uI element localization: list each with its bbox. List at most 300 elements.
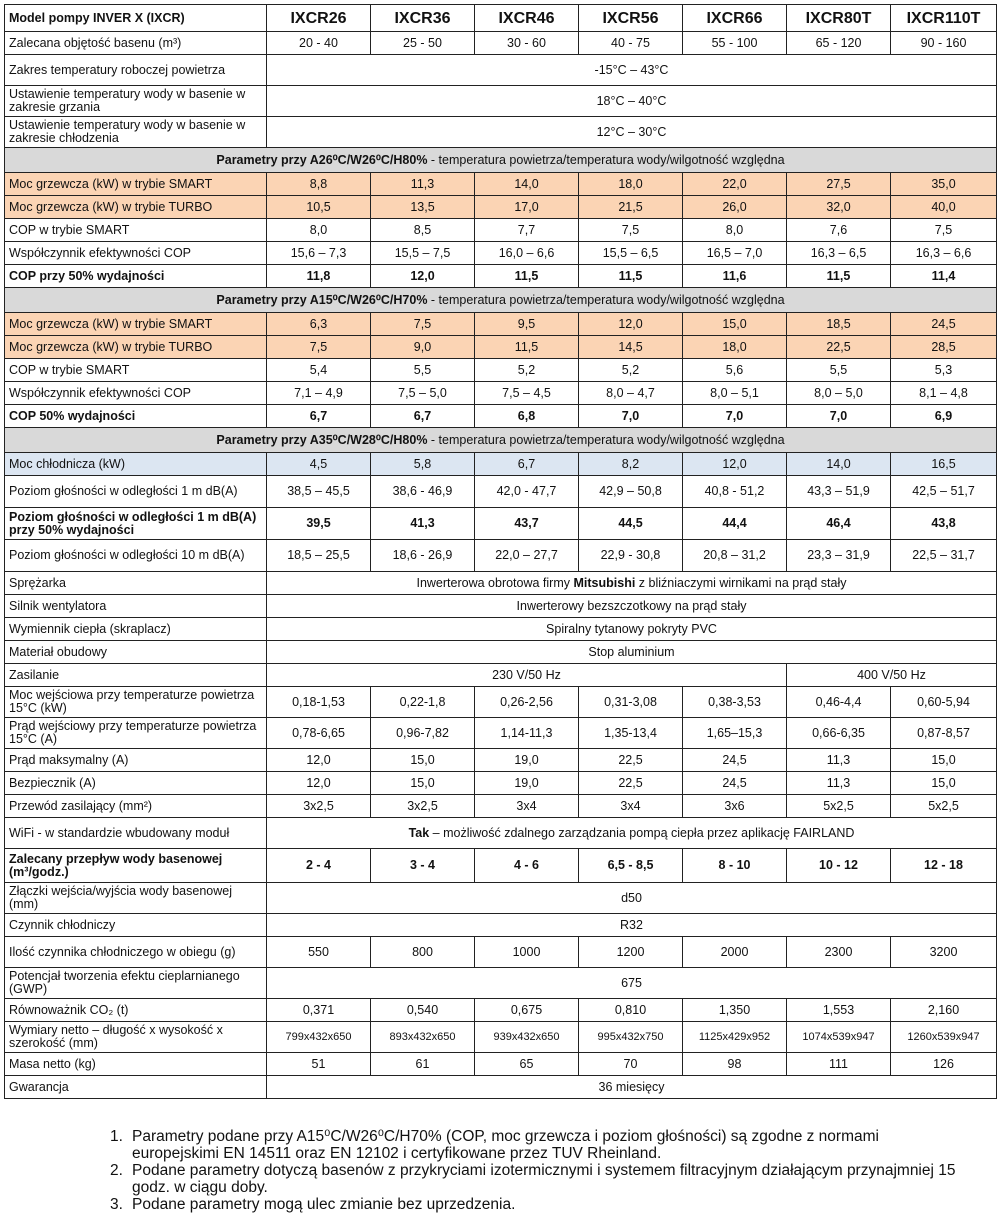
merged-value-cell: Stop aluminium <box>267 641 997 664</box>
row-label: Materiał obudowy <box>5 641 267 664</box>
value-cell: 2,160 <box>891 999 997 1022</box>
value-cell: 800 <box>371 937 475 968</box>
value-cell: 3x4 <box>475 795 579 818</box>
value-cell: 18,5 <box>787 313 891 336</box>
wifi-text: – możliwość zdalnego zarządzania pompą ciepła przez aplikację FAIRLAND <box>429 825 855 840</box>
value-cell: 7,5 – 4,5 <box>475 382 579 405</box>
section-title-rest: - temperatura powietrza/temperatura wody/wilgotność względna <box>427 432 785 447</box>
value-cell: 17,0 <box>475 196 579 219</box>
row-label: Poziom głośności w odległości 10 m dB(A) <box>5 540 267 572</box>
value-cell: 38,6 - 46,9 <box>371 476 475 508</box>
value-cell: 1200 <box>579 937 683 968</box>
row-label: Bezpiecznik (A) <box>5 772 267 795</box>
value-cell: 15,5 – 7,5 <box>371 242 475 265</box>
value-cell: 5,6 <box>683 359 787 382</box>
merged-value-cell: Spiralny tytanowy pokryty PVC <box>267 618 997 641</box>
value-cell: 0,31-3,08 <box>579 687 683 718</box>
value-cell: 44,5 <box>579 508 683 540</box>
row-label: Silnik wentylatora <box>5 595 267 618</box>
row-label: COP w trybie SMART <box>5 219 267 242</box>
value-cell: 19,0 <box>475 772 579 795</box>
row-label: Poziom głośności w odległości 1 m dB(A) <box>5 476 267 508</box>
value-cell: 18,5 – 25,5 <box>267 540 371 572</box>
value-cell: 11,5 <box>475 336 579 359</box>
row-label: Moc grzewcza (kW) w trybie TURBO <box>5 196 267 219</box>
value-cell: 19,0 <box>475 749 579 772</box>
value-cell: 46,4 <box>787 508 891 540</box>
value-cell: 6,7 <box>267 405 371 428</box>
row-label: Zalecana objętość basenu (m³) <box>5 32 267 55</box>
value-cell: 1,553 <box>787 999 891 1022</box>
value-cell: 4,5 <box>267 453 371 476</box>
value-cell: 0,26-2,56 <box>475 687 579 718</box>
row-label: Moc grzewcza (kW) w trybie SMART <box>5 313 267 336</box>
value-cell: 6,7 <box>475 453 579 476</box>
value-cell: 6,7 <box>371 405 475 428</box>
value-cell: 5,4 <box>267 359 371 382</box>
value-cell: 38,5 – 45,5 <box>267 476 371 508</box>
value-cell: 21,5 <box>579 196 683 219</box>
table-row <box>5 55 997 86</box>
section-title-rest: - temperatura powietrza/temperatura wody/wilgotność względna <box>427 152 785 167</box>
value-cell: 3x2,5 <box>371 795 475 818</box>
spec-table-body <box>5 5 997 1099</box>
value-cell: 0,371 <box>267 999 371 1022</box>
value-cell: 8,0 – 5,0 <box>787 382 891 405</box>
value-cell: 5,2 <box>579 359 683 382</box>
value-cell: 7,5 <box>891 219 997 242</box>
value-cell: 1,35-13,4 <box>579 718 683 749</box>
table-row <box>5 641 997 664</box>
merged-value-cell: R32 <box>267 914 997 937</box>
value-cell: 2 - 4 <box>267 849 371 883</box>
table-row <box>5 795 997 818</box>
compressor-text: Inwerterowa obrotowa firmy <box>416 575 574 590</box>
value-cell: 28,5 <box>891 336 997 359</box>
merged-value-cell <box>267 572 997 595</box>
value-cell: 14,5 <box>579 336 683 359</box>
merged-value-cell: d50 <box>267 883 997 914</box>
value-cell: 9,5 <box>475 313 579 336</box>
footnote-number: 2. <box>110 1162 123 1179</box>
value-cell: 24,5 <box>683 772 787 795</box>
table-row <box>5 219 997 242</box>
value-cell: 1260x539x947 <box>891 1022 997 1053</box>
value-cell: 11,3 <box>371 173 475 196</box>
table-row <box>5 772 997 795</box>
value-cell: 43,7 <box>475 508 579 540</box>
row-label: Model pompy INVER X (IXCR) <box>5 5 267 32</box>
row-label: Moc wejściowa przy temperaturze powietrza 15°C (kW) <box>5 687 267 718</box>
merged-value-cell <box>267 818 997 849</box>
value-cell: 22,5 <box>579 749 683 772</box>
merged-value-cell: 230 V/50 Hz <box>267 664 787 687</box>
value-cell: 11,5 <box>579 265 683 288</box>
value-cell: 7,0 <box>683 405 787 428</box>
value-cell: 65 <box>475 1053 579 1076</box>
value-cell: 1125x429x952 <box>683 1022 787 1053</box>
table-row <box>5 117 997 148</box>
value-cell: 24,5 <box>891 313 997 336</box>
value-cell: 20,8 – 31,2 <box>683 540 787 572</box>
value-cell: 0,810 <box>579 999 683 1022</box>
value-cell: 14,0 <box>475 173 579 196</box>
row-label: Ustawienie temperatury wody w basenie w zakresie grzania <box>5 86 267 117</box>
value-cell: 550 <box>267 937 371 968</box>
value-cell: 18,0 <box>579 173 683 196</box>
value-cell: 16,3 – 6,5 <box>787 242 891 265</box>
row-label: COP przy 50% wydajności <box>5 265 267 288</box>
value-cell: 5x2,5 <box>891 795 997 818</box>
footnote <box>110 1128 960 1162</box>
value-cell: 7,0 <box>579 405 683 428</box>
table-row <box>5 173 997 196</box>
row-label: Zalecany przepływ wody basenowej (m³/godz.) <box>5 849 267 883</box>
table-row <box>5 540 997 572</box>
value-cell: 995x432x750 <box>579 1022 683 1053</box>
value-cell: 8,0 <box>267 219 371 242</box>
value-cell: 22,5 <box>787 336 891 359</box>
value-cell: 90 - 160 <box>891 32 997 55</box>
value-cell: 9,0 <box>371 336 475 359</box>
value-cell: 14,0 <box>787 453 891 476</box>
section-title-rest: - temperatura powietrza/temperatura wody/wilgotność względna <box>427 292 785 307</box>
value-cell: 7,5 <box>267 336 371 359</box>
value-cell: 10,5 <box>267 196 371 219</box>
row-label: Potencjał tworzenia efektu cieplarnianego (GWP) <box>5 968 267 999</box>
model-header: IXCR46 <box>475 5 579 32</box>
table-row <box>5 359 997 382</box>
value-cell: 40 - 75 <box>579 32 683 55</box>
model-header: IXCR80T <box>787 5 891 32</box>
value-cell: 0,87-8,57 <box>891 718 997 749</box>
value-cell: 8,0 <box>683 219 787 242</box>
value-cell: 16,0 – 6,6 <box>475 242 579 265</box>
table-row <box>5 86 997 117</box>
row-label: Gwarancja <box>5 1076 267 1099</box>
section-title <box>5 288 997 313</box>
table-row <box>5 595 997 618</box>
row-label: Równoważnik CO₂ (t) <box>5 999 267 1022</box>
table-row <box>5 937 997 968</box>
row-label: Poziom głośności w odległości 1 m dB(A) przy 50% wydajności <box>5 508 267 540</box>
value-cell: 0,22-1,8 <box>371 687 475 718</box>
footnote <box>110 1162 960 1196</box>
value-cell: 42,0 - 47,7 <box>475 476 579 508</box>
value-cell: 65 - 120 <box>787 32 891 55</box>
row-label: Czynnik chłodniczy <box>5 914 267 937</box>
model-header: IXCR110T <box>891 5 997 32</box>
row-label: WiFi - w standardzie wbudowany moduł <box>5 818 267 849</box>
row-label: Masa netto (kg) <box>5 1053 267 1076</box>
value-cell: 8,8 <box>267 173 371 196</box>
value-cell: 1,350 <box>683 999 787 1022</box>
merged-value-cell: 18°C – 40°C <box>267 86 997 117</box>
value-cell: 5,2 <box>475 359 579 382</box>
compressor-brand: Mitsubishi <box>573 575 636 590</box>
merged-value-cell: 12°C – 30°C <box>267 117 997 148</box>
table-row <box>5 1053 997 1076</box>
value-cell: 2000 <box>683 937 787 968</box>
value-cell: 11,3 <box>787 749 891 772</box>
row-label: Wymiary netto – długość x wysokość x szerokość (mm) <box>5 1022 267 1053</box>
section-title-bold: Parametry przy A26⁰C/W26⁰C/H80% <box>216 152 428 167</box>
table-row <box>5 1076 997 1099</box>
value-cell: 7,1 – 4,9 <box>267 382 371 405</box>
table-row <box>5 818 997 849</box>
row-label: Ustawienie temperatury wody w basenie w zakresie chłodzenia <box>5 117 267 148</box>
value-cell: 0,540 <box>371 999 475 1022</box>
section-header <box>5 428 997 453</box>
value-cell: 40,8 - 51,2 <box>683 476 787 508</box>
table-row <box>5 572 997 595</box>
table-row <box>5 749 997 772</box>
footnote-text: Podane parametry mogą ulec zmianie bez uprzedzenia. <box>132 1196 516 1213</box>
value-cell: 26,0 <box>683 196 787 219</box>
value-cell: 8 - 10 <box>683 849 787 883</box>
value-cell: 70 <box>579 1053 683 1076</box>
value-cell: 44,4 <box>683 508 787 540</box>
model-header: IXCR56 <box>579 5 683 32</box>
value-cell: 8,5 <box>371 219 475 242</box>
value-cell: 41,3 <box>371 508 475 540</box>
value-cell: 939x432x650 <box>475 1022 579 1053</box>
value-cell: 3x2,5 <box>267 795 371 818</box>
value-cell: 1000 <box>475 937 579 968</box>
row-label: Moc grzewcza (kW) w trybie SMART <box>5 173 267 196</box>
value-cell: 18,0 <box>683 336 787 359</box>
footnote-text: Parametry podane przy A15⁰C/W26⁰C/H70% (COP, moc grzewcza i poziom głośności) są zgodne z normami europejskimi EN 14511 oraz EN 12102 i certyfikowane przez TUV Rheinland. <box>132 1128 879 1162</box>
value-cell: 0,60-5,94 <box>891 687 997 718</box>
value-cell: 7,7 <box>475 219 579 242</box>
value-cell: 8,1 – 4,8 <box>891 382 997 405</box>
table-row <box>5 313 997 336</box>
value-cell: 1,65–15,3 <box>683 718 787 749</box>
value-cell: 3200 <box>891 937 997 968</box>
value-cell: 15,0 <box>683 313 787 336</box>
value-cell: 35,0 <box>891 173 997 196</box>
value-cell: 0,96-7,82 <box>371 718 475 749</box>
value-cell: 6,5 - 8,5 <box>579 849 683 883</box>
value-cell: 32,0 <box>787 196 891 219</box>
value-cell: 16,3 – 6,6 <box>891 242 997 265</box>
row-label: Ilość czynnika chłodniczego w obiegu (g) <box>5 937 267 968</box>
section-title <box>5 428 997 453</box>
row-label: COP 50% wydajności <box>5 405 267 428</box>
value-cell: 4 - 6 <box>475 849 579 883</box>
value-cell: 0,675 <box>475 999 579 1022</box>
footnote-number: 1. <box>110 1128 123 1145</box>
compressor-text: z bliźniaczymi wirnikami na prąd stały <box>635 575 847 590</box>
value-cell: 799x432x650 <box>267 1022 371 1053</box>
value-cell: 15,0 <box>371 772 475 795</box>
table-row <box>5 453 997 476</box>
value-cell: 20 - 40 <box>267 32 371 55</box>
row-label: Przewód zasilający (mm²) <box>5 795 267 818</box>
value-cell: 7,6 <box>787 219 891 242</box>
value-cell: 5,5 <box>787 359 891 382</box>
value-cell: 11,3 <box>787 772 891 795</box>
value-cell: 11,4 <box>891 265 997 288</box>
value-cell: 0,66-6,35 <box>787 718 891 749</box>
footnote <box>110 1196 960 1213</box>
value-cell: 1074x539x947 <box>787 1022 891 1053</box>
value-cell: 24,5 <box>683 749 787 772</box>
value-cell: 0,18-1,53 <box>267 687 371 718</box>
value-cell: 25 - 50 <box>371 32 475 55</box>
section-header <box>5 288 997 313</box>
table-row <box>5 405 997 428</box>
value-cell: 126 <box>891 1053 997 1076</box>
footnotes <box>110 1128 960 1213</box>
table-row <box>5 508 997 540</box>
value-cell: 6,9 <box>891 405 997 428</box>
value-cell: 11,6 <box>683 265 787 288</box>
table-row <box>5 664 997 687</box>
value-cell: 12,0 <box>683 453 787 476</box>
value-cell: 12,0 <box>267 749 371 772</box>
merged-value-cell: -15°C – 43°C <box>267 55 997 86</box>
row-label: Moc grzewcza (kW) w trybie TURBO <box>5 336 267 359</box>
value-cell: 7,0 <box>787 405 891 428</box>
value-cell: 43,3 – 51,9 <box>787 476 891 508</box>
section-title <box>5 148 997 173</box>
value-cell: 11,5 <box>475 265 579 288</box>
value-cell: 30 - 60 <box>475 32 579 55</box>
table-row <box>5 1022 997 1053</box>
value-cell: 10 - 12 <box>787 849 891 883</box>
value-cell: 7,5 – 5,0 <box>371 382 475 405</box>
value-cell: 111 <box>787 1053 891 1076</box>
model-header: IXCR36 <box>371 5 475 32</box>
value-cell: 12,0 <box>267 772 371 795</box>
table-row <box>5 265 997 288</box>
header-row <box>5 5 997 32</box>
value-cell: 51 <box>267 1053 371 1076</box>
value-cell: 22,0 <box>683 173 787 196</box>
value-cell: 2300 <box>787 937 891 968</box>
value-cell: 8,0 – 5,1 <box>683 382 787 405</box>
section-title-bold: Parametry przy A35⁰C/W28⁰C/H80% <box>216 432 428 447</box>
value-cell: 12,0 <box>371 265 475 288</box>
value-cell: 16,5 <box>891 453 997 476</box>
value-cell: 15,0 <box>371 749 475 772</box>
table-row <box>5 382 997 405</box>
merged-value-cell: 675 <box>267 968 997 999</box>
value-cell: 0,78-6,65 <box>267 718 371 749</box>
merged-value-cell: 36 miesięcy <box>267 1076 997 1099</box>
value-cell: 43,8 <box>891 508 997 540</box>
value-cell: 1,14-11,3 <box>475 718 579 749</box>
row-label: Współczynnik efektywności COP <box>5 382 267 405</box>
row-label: Sprężarka <box>5 572 267 595</box>
value-cell: 15,5 – 6,5 <box>579 242 683 265</box>
value-cell: 8,2 <box>579 453 683 476</box>
value-cell: 23,3 – 31,9 <box>787 540 891 572</box>
value-cell: 5,8 <box>371 453 475 476</box>
table-row <box>5 476 997 508</box>
value-cell: 3x6 <box>683 795 787 818</box>
value-cell: 5x2,5 <box>787 795 891 818</box>
row-label: Moc chłodnicza (kW) <box>5 453 267 476</box>
table-row <box>5 883 997 914</box>
value-cell: 55 - 100 <box>683 32 787 55</box>
row-label: Prąd maksymalny (A) <box>5 749 267 772</box>
table-row <box>5 32 997 55</box>
row-label: Prąd wejściowy przy temperaturze powietrza 15°C (A) <box>5 718 267 749</box>
value-cell: 27,5 <box>787 173 891 196</box>
row-label: Zasilanie <box>5 664 267 687</box>
value-cell: 13,5 <box>371 196 475 219</box>
value-cell: 0,46-4,4 <box>787 687 891 718</box>
row-label: COP w trybie SMART <box>5 359 267 382</box>
row-label: Złączki wejścia/wyjścia wody basenowej (mm) <box>5 883 267 914</box>
value-cell: 15,0 <box>891 772 997 795</box>
footnote-text: Podane parametry dotyczą basenów z przykryciami izotermicznymi i systemem filtracyjnym działającym przynajmniej 15 godz. w ciągu doby. <box>132 1162 956 1196</box>
section-header <box>5 148 997 173</box>
value-cell: 5,5 <box>371 359 475 382</box>
value-cell: 98 <box>683 1053 787 1076</box>
value-cell: 6,3 <box>267 313 371 336</box>
row-label: Wymiennik ciepła (skraplacz) <box>5 618 267 641</box>
value-cell: 18,6 - 26,9 <box>371 540 475 572</box>
value-cell: 40,0 <box>891 196 997 219</box>
value-cell: 22,9 - 30,8 <box>579 540 683 572</box>
value-cell: 16,5 – 7,0 <box>683 242 787 265</box>
value-cell: 15,6 – 7,3 <box>267 242 371 265</box>
table-row <box>5 849 997 883</box>
row-label: Współczynnik efektywności COP <box>5 242 267 265</box>
value-cell: 61 <box>371 1053 475 1076</box>
merged-value-cell: Inwerterowy bezszczotkowy na prąd stały <box>267 595 997 618</box>
section-title-bold: Parametry przy A15⁰C/W26⁰C/H70% <box>216 292 428 307</box>
value-cell: 12 - 18 <box>891 849 997 883</box>
value-cell: 11,5 <box>787 265 891 288</box>
table-row <box>5 687 997 718</box>
merged-value-cell: 400 V/50 Hz <box>787 664 997 687</box>
value-cell: 3 - 4 <box>371 849 475 883</box>
value-cell: 8,0 – 4,7 <box>579 382 683 405</box>
table-row <box>5 914 997 937</box>
table-row <box>5 196 997 219</box>
value-cell: 7,5 <box>371 313 475 336</box>
model-header: IXCR26 <box>267 5 371 32</box>
value-cell: 42,5 – 51,7 <box>891 476 997 508</box>
value-cell: 39,5 <box>267 508 371 540</box>
value-cell: 893x432x650 <box>371 1022 475 1053</box>
value-cell: 22,5 – 31,7 <box>891 540 997 572</box>
table-row <box>5 336 997 359</box>
value-cell: 42,9 – 50,8 <box>579 476 683 508</box>
value-cell: 11,8 <box>267 265 371 288</box>
table-row <box>5 718 997 749</box>
value-cell: 6,8 <box>475 405 579 428</box>
model-header: IXCR66 <box>683 5 787 32</box>
wifi-bold: Tak <box>408 825 430 840</box>
table-row <box>5 968 997 999</box>
table-row <box>5 618 997 641</box>
value-cell: 3x4 <box>579 795 683 818</box>
value-cell: 15,0 <box>891 749 997 772</box>
footnote-number: 3. <box>110 1196 123 1213</box>
value-cell: 22,5 <box>579 772 683 795</box>
value-cell: 0,38-3,53 <box>683 687 787 718</box>
row-label: Zakres temperatury roboczej powietrza <box>5 55 267 86</box>
value-cell: 5,3 <box>891 359 997 382</box>
value-cell: 22,0 – 27,7 <box>475 540 579 572</box>
table-row <box>5 999 997 1022</box>
spec-table <box>4 4 997 1099</box>
